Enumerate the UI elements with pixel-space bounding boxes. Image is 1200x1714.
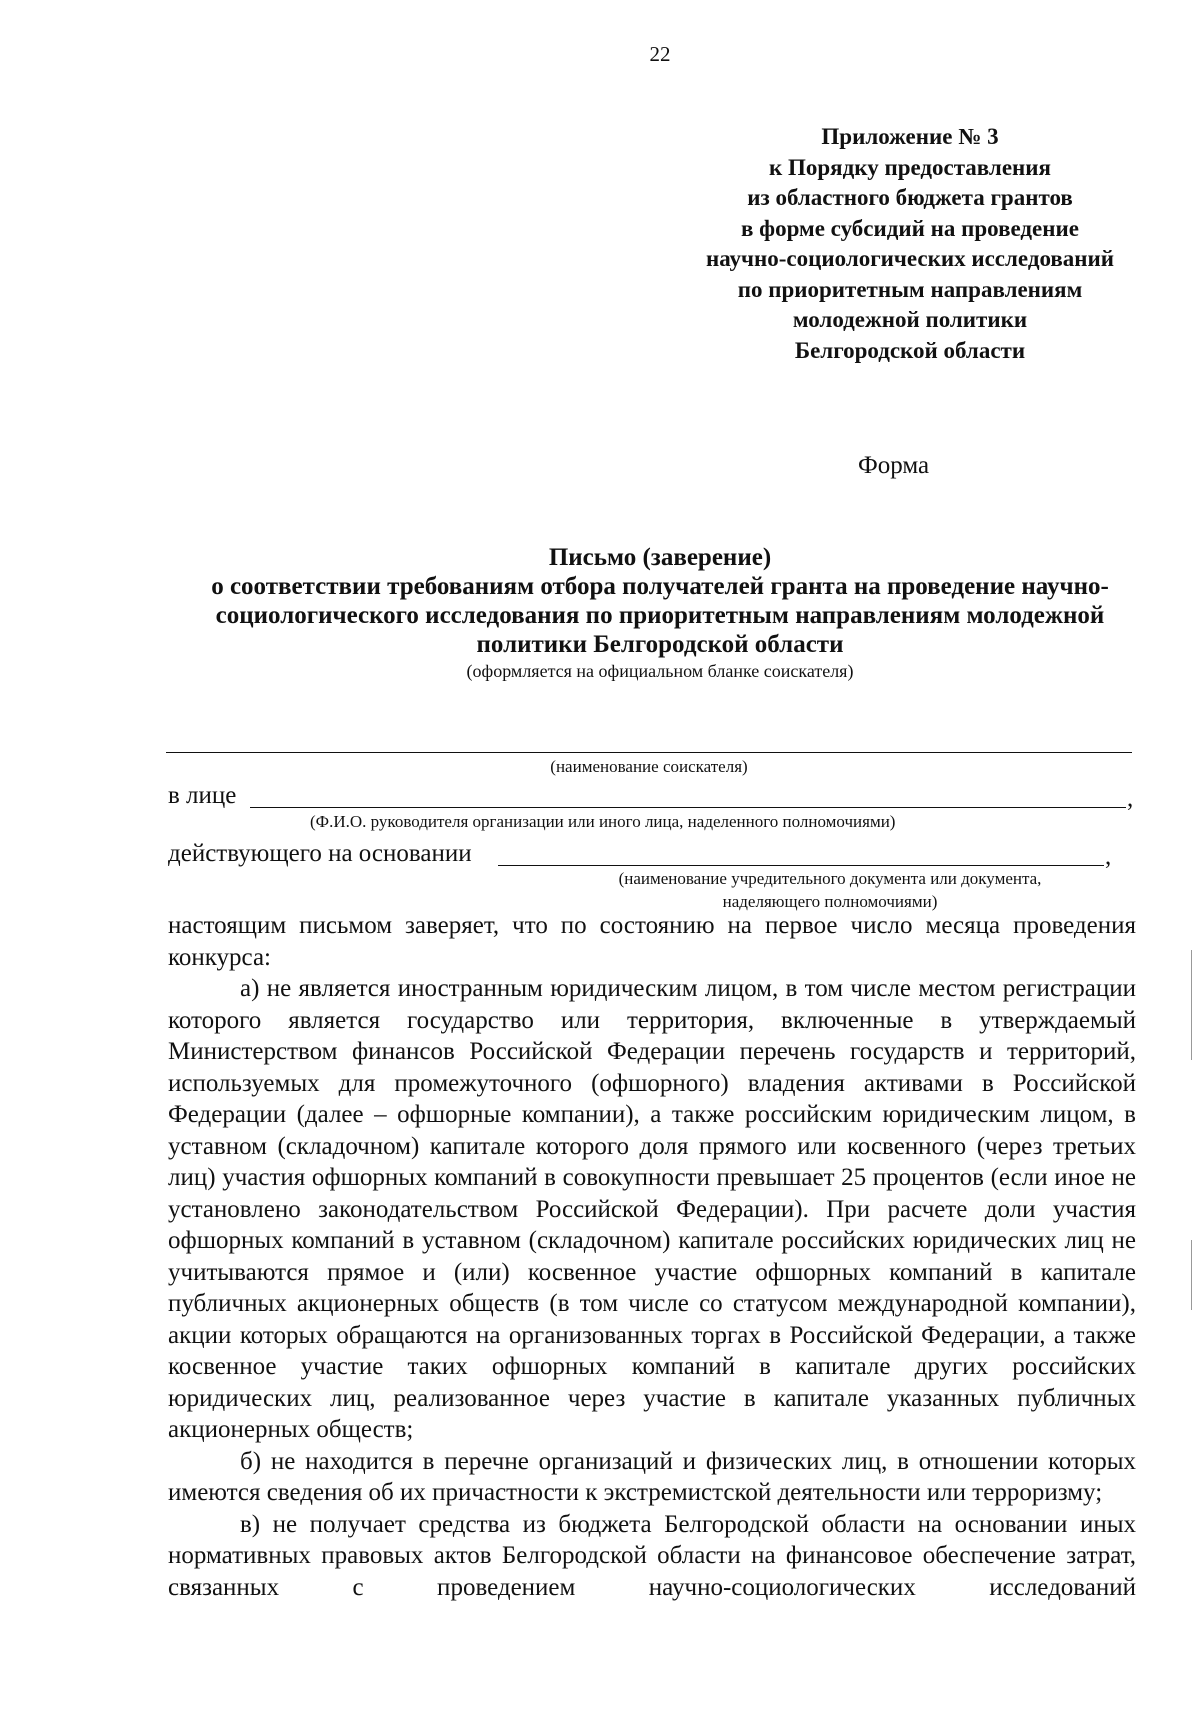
page-number: 22 (649, 42, 671, 66)
appendix-line: молодежной политики (792, 307, 1028, 332)
document-title (130, 543, 1190, 683)
in-person-line (250, 807, 1126, 808)
acting-caption: наделяющего полномочиями) (722, 892, 938, 911)
appendix-line: Белгородской области (794, 337, 1026, 363)
acting-caption: (наименование учредительного документа или документа, (618, 869, 1042, 888)
appendix-line: научно-социологических исследований (705, 246, 1115, 271)
item-a-paragraph: а) не является иностранным юридическим лицом, в том числе местом регистрации которого является государство или территория, включенные в утверждаемый Министерством финансов Российской Федерации перечень государств и территорий, используемых для промежуточного (офшорного) владения активами в Российской Федерации (далее – офшорные компании), а также российским юридическим лицом, в уставном (складочном) капитале которого доля прямого или косвенного (через третьих лиц) участия офшорных компаний в совокупности превышает 25 процентов (если иное не установлено законодательством Российской Федерации). При расчете доли участия офшорных компаний в уставном (складочном) капитале российских юридических лиц не учитываются прямое и (или) косвенное участие офшорных компаний в капитале публичных акционерных обществ (в том числе со статусом международной компании), акции которых обращаются на организованных торгах в Российской Федерации, а также косвенное участие таких офшорных компаний в капитале других российских юридических лиц, реализованное через участие в капитале указанных публичных акционерных обществ; (168, 975, 1136, 1443)
acting-comma: , (1105, 843, 1112, 870)
body-text (168, 910, 1136, 1603)
appendix-line: в форме субсидий на проведение (741, 215, 1079, 241)
title-line: Письмо (заверение) (548, 544, 772, 571)
scan-mark (1191, 1240, 1192, 1310)
form-label: Форма (858, 452, 930, 479)
title-line: политики Белгородской области (476, 631, 844, 658)
in-person-comma: , (1127, 785, 1134, 812)
item-c-paragraph: в) не получает средства из бюджета Белгородской области на основании иных нормативных правовых актов Белгородской области на финансовое обеспечение затрат, связанных с проведением научно-социологических исследований (168, 1510, 1136, 1601)
acting-basis-line (498, 865, 1104, 866)
in-person-label: в лице (168, 782, 237, 809)
applicant-caption: (наименование соискателя) (550, 757, 748, 776)
title-note: (оформляется на официальном бланке соискателя) (466, 661, 854, 681)
title-line: о соответствии требованиям отбора получателей гранта на проведение научно- (211, 573, 1109, 600)
in-person-caption: (Ф.И.О. руководителя организации или иного лица, наделенного полномочиями) (310, 812, 896, 831)
appendix-header (640, 122, 1180, 366)
acting-label: действующего на основании (168, 840, 472, 867)
applicant-name-line (166, 752, 1132, 753)
appendix-line: из областного бюджета грантов (747, 185, 1073, 210)
item-b-paragraph: б) не находится в перечне организаций и физических лиц, в отношении которых имеются сведения об их причастности к экстремистской деятельности или терроризму; (168, 1447, 1136, 1506)
title-line: социологического исследования по приоритетным направлениям молодежной (215, 602, 1105, 629)
scan-mark (1191, 950, 1192, 1060)
appendix-line: по приоритетным направлениям (737, 276, 1083, 302)
appendix-line: Приложение № 3 (821, 124, 999, 149)
intro-paragraph: настоящим письмом заверяет, что по состоянию на первое число месяца проведения конкурса: (168, 912, 1136, 971)
appendix-line: к Порядку предоставления (769, 154, 1051, 180)
